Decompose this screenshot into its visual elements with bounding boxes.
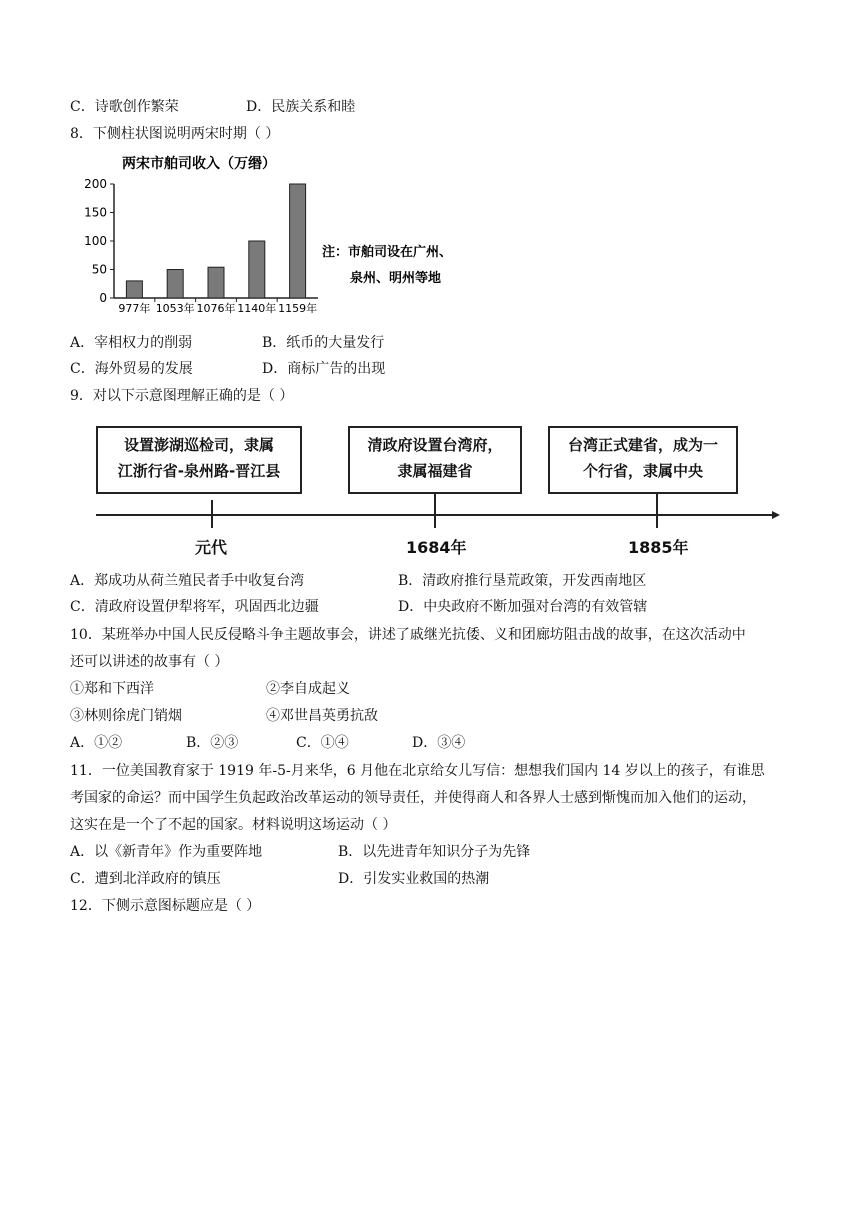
option-letter: B． (338, 844, 363, 860)
option-text: 宰相权力的削弱 (94, 335, 193, 351)
option-text: ①④ (320, 735, 349, 751)
timeline-box-line: 隶属福建省 (397, 462, 473, 480)
option-letter: A． (70, 735, 95, 751)
option-text: ③④ (437, 735, 466, 751)
chart-y-tick-label: 50 (91, 262, 107, 277)
chart-x-tick-label: 1159年 (278, 302, 318, 315)
chart-note-line1: 注：市舶司设在广州、 (322, 245, 453, 260)
q11-stem-line2: 考国家的命运？而中国学生负起政治改革运动的领导责任，并使得商人和各界人士感到惭愧而加入他们的运动， (70, 790, 756, 806)
option-letter: D． (398, 599, 424, 615)
timeline-box-line: 台湾正式建省，成为一 (567, 436, 718, 454)
option-letter: D． (246, 99, 272, 115)
q10-option-a[interactable] (70, 733, 122, 753)
q11-option-c[interactable] (70, 869, 221, 889)
q9-stem: 9．对以下示意图理解正确的是（ ） (70, 388, 294, 404)
q9-timeline-diagram (90, 420, 790, 560)
option-letter: C． (70, 361, 95, 377)
timeline-label-1684: 1684年 (406, 538, 467, 557)
q10-option-b[interactable] (186, 733, 238, 753)
q11-option-d[interactable] (338, 869, 489, 889)
option-letter: B． (262, 335, 287, 351)
option-text: 纸币的大量发行 (286, 335, 385, 351)
chart-y-ticks (84, 177, 114, 305)
q10-item-2: ②李自成起义 (266, 681, 350, 697)
q8-option-a[interactable] (70, 333, 192, 353)
q9-option-a[interactable] (70, 571, 304, 591)
chart-bar (167, 270, 183, 299)
q7-option-c[interactable] (70, 97, 179, 117)
q10-stem-line2: 还可以讲述的故事有（ ） (70, 654, 229, 670)
q10-item-4: ④邓世昌英勇抗敌 (266, 708, 378, 724)
q11-stem-line3: 这实在是一个了不起的国家。材料说明这场运动（ ） (70, 817, 397, 833)
chart-bar (208, 267, 224, 298)
q8-stem: 8．下侧柱状图说明两宋时期（ ） (70, 126, 280, 142)
option-text: 商标广告的出现 (287, 361, 386, 377)
timeline-label-1885: 1885年 (628, 538, 689, 557)
option-letter: C． (296, 735, 321, 751)
timeline-box-line: 设置澎湖巡检司，隶属 (123, 436, 274, 454)
timeline-box-line: 清政府设置台湾府， (367, 436, 503, 454)
q8-option-d[interactable] (262, 359, 385, 379)
chart-y-tick-label: 200 (84, 177, 107, 191)
q9-option-c[interactable] (70, 597, 319, 617)
option-text: 民族关系和睦 (271, 99, 356, 115)
option-letter: C． (70, 871, 95, 887)
option-text: 以《新青年》作为重要阵地 (94, 844, 263, 860)
timeline-box-line: 江浙行省-泉州路-晋江县 (117, 462, 281, 480)
option-text: 引发实业救国的热潮 (363, 871, 490, 887)
option-letter: C． (70, 99, 95, 115)
q8-bar-chart (70, 152, 490, 324)
chart-bar (290, 184, 306, 298)
q7-option-d[interactable] (246, 97, 355, 117)
option-letter: A． (70, 335, 95, 351)
option-text: 海外贸易的发展 (94, 361, 193, 377)
chart-x-tick-label: 977年 (118, 302, 151, 315)
q10-stem-line1: 10．某班举办中国人民反侵略斗争主题故事会，讲述了戚继光抗倭、义和团廊坊阻击战的故事，在这次活动中 (70, 627, 746, 643)
chart-x-tick-label: 1053年 (155, 302, 195, 315)
option-text: 郑成功从荷兰殖民者手中收复台湾 (94, 573, 305, 589)
option-text: 诗歌创作繁荣 (94, 99, 179, 115)
chart-bar (126, 281, 142, 298)
option-letter: D． (262, 361, 288, 377)
q9-option-b[interactable] (398, 571, 646, 591)
option-letter: B． (398, 573, 423, 589)
chart-x-ticks (118, 298, 317, 315)
option-text: 清政府推行垦荒政策，开发西南地区 (422, 573, 647, 589)
chart-y-tick-label: 0 (99, 291, 107, 305)
chart-x-tick-label: 1076年 (196, 302, 236, 315)
q11-option-a[interactable] (70, 842, 262, 862)
option-text: ②③ (210, 735, 239, 751)
timeline-label-yuan: 元代 (195, 538, 228, 557)
chart-x-tick-label: 1140年 (237, 302, 277, 315)
option-text: 清政府设置伊犁将军，巩固西北边疆 (94, 599, 319, 615)
q10-option-c[interactable] (296, 733, 349, 753)
timeline-box-line: 个行省，隶属中央 (582, 462, 703, 480)
option-letter: B． (186, 735, 211, 751)
chart-bar (249, 241, 265, 298)
q8-option-c[interactable] (70, 359, 193, 379)
option-text: 遭到北洋政府的镇压 (94, 871, 221, 887)
q11-option-b[interactable] (338, 842, 530, 862)
option-letter: A． (70, 844, 95, 860)
chart-note-line2: 泉州、明州等地 (350, 271, 442, 286)
option-text: ①② (94, 735, 123, 751)
chart-y-tick-label: 100 (84, 234, 107, 248)
option-text: 中央政府不断加强对台湾的有效管辖 (423, 599, 648, 615)
q10-item-3: ③林则徐虎门销烟 (70, 708, 182, 724)
option-letter: C． (70, 599, 95, 615)
q12-stem: 12．下侧示意图标题应是（ ） (70, 898, 261, 914)
q8-option-b[interactable] (262, 333, 384, 353)
q9-option-d[interactable] (398, 597, 647, 617)
q11-stem-line1: 11．一位美国教育家于 1919 年-5-月来华，6 月他在北京给女儿写信：想想我们国内 14 岁以上的孩子，有谁思 (70, 763, 765, 779)
option-text: 以先进青年知识分子为先锋 (362, 844, 531, 860)
q10-option-d[interactable] (412, 733, 465, 753)
chart-y-tick-label: 150 (84, 205, 107, 220)
chart-bars (126, 184, 305, 298)
option-letter: A． (70, 573, 95, 589)
q10-item-1: ①郑和下西洋 (70, 681, 154, 697)
option-letter: D． (412, 735, 438, 751)
chart-title: 两宋市舶司收入（万缗） (122, 156, 276, 172)
option-letter: D． (338, 871, 364, 887)
